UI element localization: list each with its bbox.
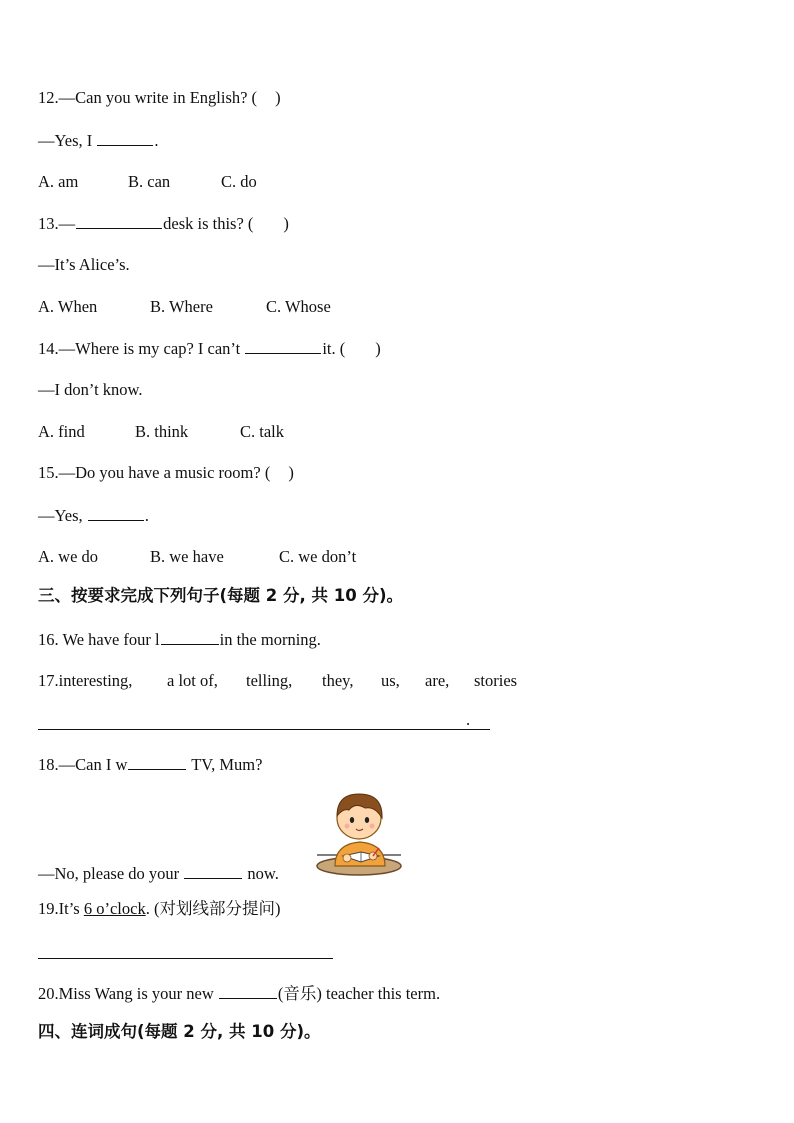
boy-doing-homework-illustration xyxy=(315,788,405,878)
option-a[interactable]: A. am xyxy=(38,172,79,191)
question-17-answer-line[interactable] xyxy=(38,729,490,730)
question-12-text: 12.—Can you write in English? ( xyxy=(38,88,258,107)
question-19-answer-line[interactable] xyxy=(38,958,333,959)
option-a[interactable]: A. When xyxy=(38,297,98,316)
option-a[interactable]: A. find xyxy=(38,422,85,441)
underlined-phrase: 6 o’clock xyxy=(83,899,146,918)
section-4-heading: 四、连词成句(每题 2 分, 共 10 分)。 xyxy=(38,1022,321,1041)
answer-blank[interactable] xyxy=(161,629,219,645)
question-20: 20.Miss Wang is your new (音乐) teacher this term. xyxy=(38,984,441,1003)
question-14: 14.—Where is my cap? I can’t it. ( ) xyxy=(38,339,381,358)
question-15-answer: —Yes, . xyxy=(38,506,149,525)
section-3-heading: 三、按要求完成下列句子(每题 2 分, 共 10 分)。 xyxy=(38,586,404,605)
question-17-end-mark: . xyxy=(466,710,471,729)
question-15: 15.—Do you have a music room? ( ) xyxy=(38,463,294,482)
question-14-answer: —I don’t know. xyxy=(38,380,143,399)
answer-blank[interactable] xyxy=(128,754,186,770)
question-16: 16. We have four l in the morning. xyxy=(38,630,321,649)
question-18-answer: —No, please do your now. xyxy=(38,864,279,883)
option-b[interactable]: B. we have xyxy=(150,547,224,566)
question-17-word: us, xyxy=(381,671,400,690)
answer-blank[interactable] xyxy=(76,213,162,229)
question-13-answer: —It’s Alice’s. xyxy=(38,255,130,274)
question-12-answer: —Yes, I . xyxy=(38,131,159,150)
option-c[interactable]: C. do xyxy=(221,172,257,191)
question-17-word: 17.interesting, xyxy=(38,671,133,690)
answer-blank[interactable] xyxy=(219,983,277,999)
option-c[interactable]: C. Whose xyxy=(266,297,331,316)
answer-blank[interactable] xyxy=(97,130,153,146)
question-13: 13.— desk is this? ( ) xyxy=(38,214,289,233)
option-b[interactable]: B. can xyxy=(128,172,171,191)
question-18: 18.—Can I w TV, Mum? xyxy=(38,755,263,774)
question-17-word: stories xyxy=(474,671,518,690)
option-a[interactable]: A. we do xyxy=(38,547,99,566)
answer-blank[interactable] xyxy=(184,863,242,879)
answer-blank[interactable] xyxy=(245,338,321,354)
question-17-word: a lot of, xyxy=(167,671,218,690)
question-17-word: are, xyxy=(425,671,450,690)
question-19: 19.It’s 6 o’clock. (对划线部分提问) xyxy=(38,899,281,918)
answer-blank[interactable] xyxy=(88,505,144,521)
option-b[interactable]: B. think xyxy=(135,422,189,441)
question-12: 12.—Can you write in English? ( ) xyxy=(38,88,281,107)
question-17-word: they, xyxy=(322,671,354,690)
option-c[interactable]: C. we don’t xyxy=(279,547,357,566)
option-c[interactable]: C. talk xyxy=(240,422,284,441)
option-b[interactable]: B. Where xyxy=(150,297,213,316)
question-17-word: telling, xyxy=(246,671,293,690)
